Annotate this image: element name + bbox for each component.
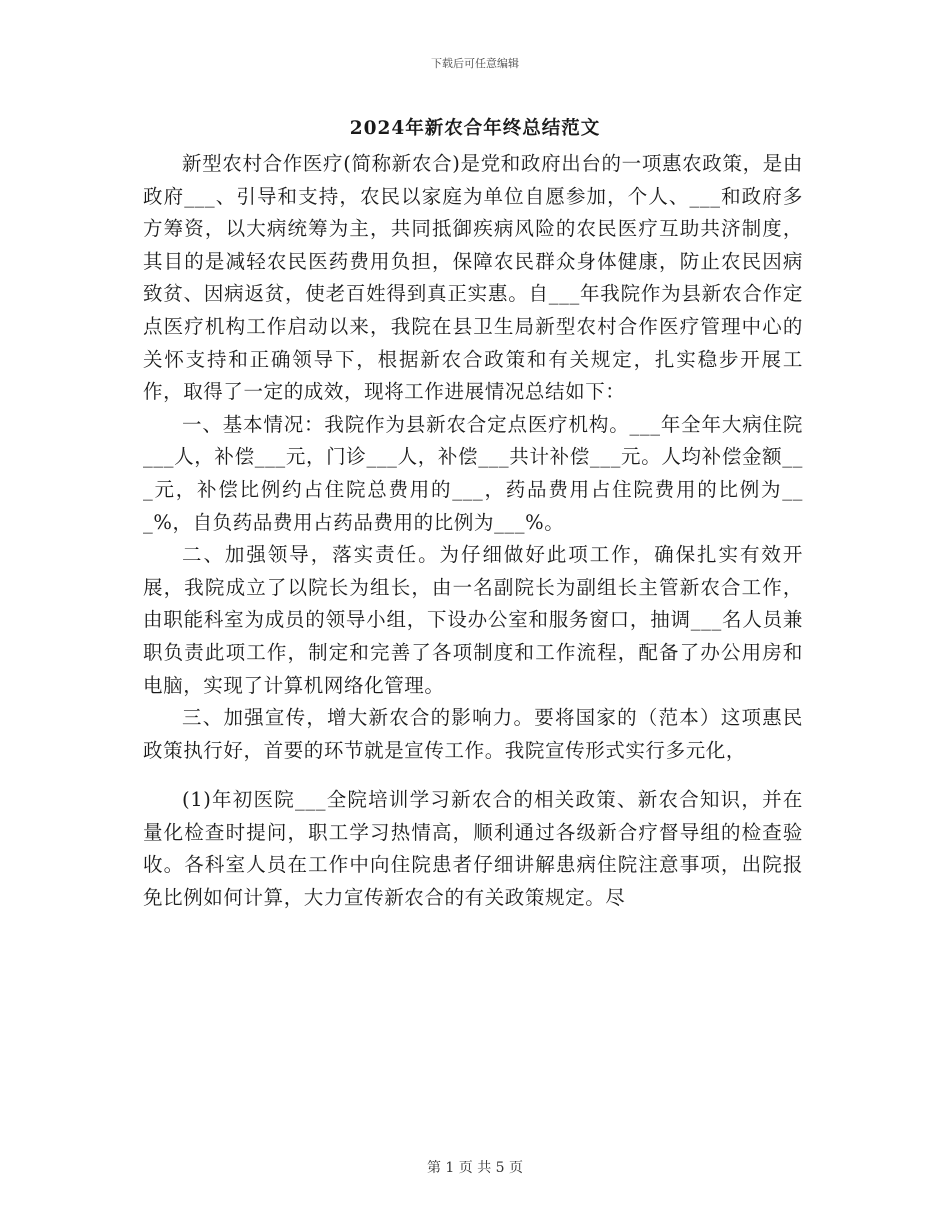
- document-body: [143, 148, 803, 915]
- paragraph-publicity: 三、加强宣传，增大新农合的影响力。要将国家的（范本）这项惠民政策执行好，首要的环节就是宣传工作。我院宣传形式实行多元化，: [143, 706, 803, 762]
- paragraph-basic-situation: 一、基本情况：我院作为县新农合定点医疗机构。___年全年大病住院___人，补偿___元，门诊___人，补偿___共计补偿___元。人均补偿金额___元，补偿比例约占住院总费用的___，药品费用占住院费用的比例为___%，自负药品费用占药品费用的比例为___%。: [143, 412, 803, 534]
- paragraph-intro: 新型农村合作医疗(简称新农合)是党和政府出台的一项惠农政策，是由政府___、引导和支持，农民以家庭为单位自愿参加，个人、___和政府多方筹资，以大病统筹为主，共同抵御疾病风险的农民医疗互助共济制度，其目的是减轻农民医药费用负担，保障农民群众身体健康，防止农民因病致贫、因病返贫，使老百姓得到真正实惠。自___年我院作为县新农合作定点医疗机构工作启动以来，我院在县卫生局新型农村合作医疗管理中心的关怀支持和正确领导下，根据新农合政策和有关规定，扎实稳步开展工作，取得了一定的成效，现将工作进展情况总结如下：: [143, 152, 803, 404]
- page-footer: 第 1 页 共 5 页: [426, 1160, 524, 1176]
- paragraph-gap: [143, 767, 803, 784]
- document-title: 2024年新农合年终总结范文: [349, 118, 601, 139]
- paragraph-training: (1)年初医院___全院培训学习新农合的相关政策、新农合知识，并在量化检查时提问，职工学习热情高，顺利通过各级新合疗督导组的检查验收。各科室人员在工作中向住院患者仔细讲解患病住院注意事项，出院报免比例如何计算，大力宣传新农合的有关政策规定。尽: [143, 788, 803, 910]
- paragraph-leadership: 二、加强领导，落实责任。为仔细做好此项工作，确保扎实有效开展，我院成立了以院长为组长，由一名副院长为副组长主管新农合工作，由职能科室为成员的领导小组，下设办公室和服务窗口，抽调___名人员兼职负责此项工作，制定和完善了各项制度和工作流程，配备了办公用房和电脑，实现了计算机网络化管理。: [143, 543, 803, 697]
- header-note: 下载后可任意编辑: [431, 57, 519, 70]
